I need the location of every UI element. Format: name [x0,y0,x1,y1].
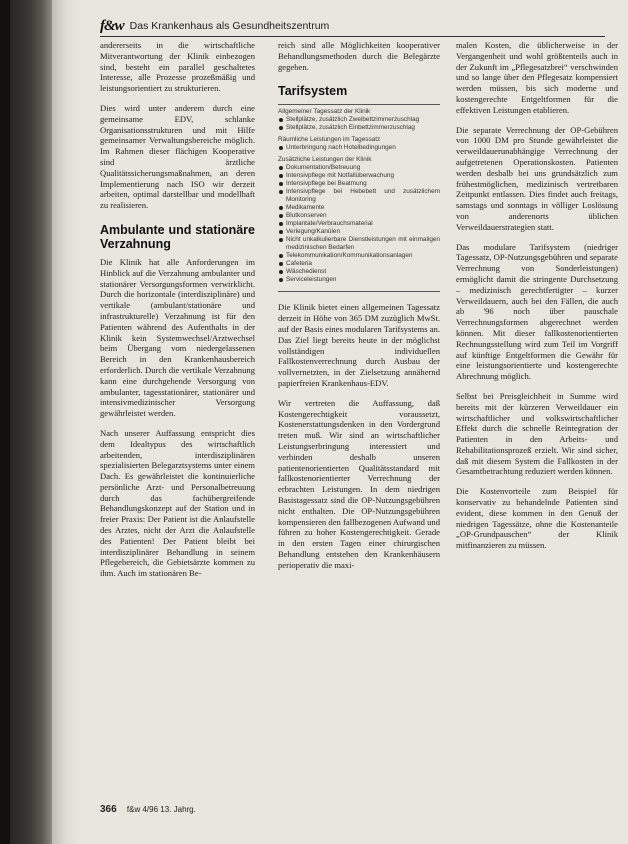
tariff-item: Intensivpflege mit Notfallüberwachung [278,172,440,180]
page-footer [100,804,196,815]
paragraph: Das modulare Tarifsystem (niedriger Tagessatz, OP-Nutzungsgebühren und separate Verrechnung von Sonderleistungen) ermöglicht damit die stringente Durchsetzung – medizinisch gerechtfertigter – kurzer Verweildauern, auch bei den Fällen, die auch ab '96 noch über pauschale Verrechnungsformen abgerechnet werden können. Mit dieser fallkostenorientierten Rechnungsstellung wird zum Teil im Vorgriff auf künftige Entgeltformen die Gewähr für eine leistungsorientierte und kostengerechte Abrechnung möglich. [456,241,618,382]
tariff-group-title: Allgemeiner Tagessatz der Klinik [278,108,371,116]
paragraph: Die Klinik bietet einen allgemeinen Tagessatz derzeit in Höhe von 365 DM zuzüglich MwSt. auf der Basis eines modularen Tarifsystems an. Das Ziel liegt bereits heute in der möglichst vollständigen individuellen Fallkostenverrechnung durch Ausbau der vollvernetzten, in der Zielsetzung annähernd papierfreien Krankenhaus-EDV. [278,302,440,388]
tariff-item: Intensivpflege bei Beatmung [278,180,440,188]
tariff-item: Stellplätze, zusätzlich Einbettzimmerzuschlag [278,124,440,132]
page-number: 366 [100,804,117,815]
tariff-item: Unterbringung nach Hotelbedingungen [278,144,440,152]
tariff-group-title: Räumliche Leistungen im Tagessatz [278,136,381,144]
paragraph: Selbst bei Preisgleichheit in Summe wird bereits mit der kürzeren Verweildauer ein wirtschaftlicher und volkswirtschaftlicher Effekt durch die schnelle Reintegration der Patienten in den Arbeits- und Rehabilitationsprozeß erzielt. Wir sind sicher, daß mit diesem System die Fallkosten in der Gesamtbetrachtung reduziert werden können. [456,390,618,477]
running-head: Das Krankenhaus als Gesundheitszentrum [129,20,330,32]
tariff-item: Telekommunikation/Kommunikationsanlagen [278,252,440,260]
paragraph: andererseits in die wirtschaftliche Mitverantwortung der Klinik einbezogen sind, besteht ein parallel geschaltetes Interesse, alle Prozesse prozeßmäßig und leistungsorientiert zu strukturieren. [100,40,255,94]
tariff-item: Stellplätze, zusätzlich Zweibettzimmerzuschlag [278,116,440,124]
tariff-box [278,104,440,292]
tariff-item: Serviceleistungen [278,276,440,284]
tariff-group-title: Zusätzliche Leistungen der Klinik [278,156,372,164]
page-header [100,16,605,37]
paragraph: reich sind alle Möglichkeiten kooperativer Behandlungsmethoden durch die Belegärzte gegeben. [278,40,440,72]
journal-logo: f&w [100,17,124,34]
tariff-item: Verlegung/Kanülen [278,228,440,236]
section-heading-tarifsystem: Tarifsystem [278,84,348,99]
tariff-item: Nicht unkalkulierbare Dienstleistungen mit einmaligen medizinischen Bedarfen [278,236,440,252]
paragraph: Dies wird unter anderem durch eine gemeinsame EDV, schlanke Organisationsstrukturen und mit Hilfe gemeinsamer Verwaltungsbereiche möglich. Im Rahmen dieser flächigen Kooperative sind ärztliche Qualitätssicherungsmaßnahmen, an deren Implementierung nach ISO wir derzeit arbeiten, optimal darstellbar und modellhaft zu realisieren. [100,102,255,211]
tariff-group [278,108,440,132]
paragraph: Wir vertreten die Auffassung, daß Kostengerechtigkeit voraussetzt, Kostenerstattungsdenken in den Vordergrund treten muß. Wir sind an wirtschaftlicher Leistungserbringung interessiert und verbinden deshalb unseren patientenorientierten Qualitätsstandard mit fallkostenorientierter Verrechnung der erbrachten Leistungen. In dem niedrigen Basistagessatz sind die OP-Nutzungsgebühren nicht enthalten. Die OP-Nutzungsgebühren kompensieren den fallbezogenen Aufwand und führen zu hoher Kostengerechtigkeit. Gerade in den ersten Tagen einer chirurgischen Behandlung entstehen den Krankenhäusern perioperativ die maxi- [278,397,440,570]
paragraph: Die Klinik hat alle Anforderungen im Hinblick auf die Verzahnung ambulanter und stationärer Versorgungsformen verwirklicht. Durch die horizontale (interdisziplinäre) und vertikale (ambulant/stationäre und infrastrukturelle) Verzahnung ist für den Patienten während des Aufenthalts in der Klinik kein Systemwechsel/Arztwechsel beim Übergang vom niedergelassenen Bereich in den Krankenhausbereich erforderlich. Durch die vertikale Verzahnung kann eine durchgehende Versorgung von ambulanter, tagesstationärer, stationärer und intensivmedizinischer Versorgung gewährleistet werden. [100,256,255,419]
paragraph: Die Kostenvorteile zum Beispiel für konservativ zu behandelnde Patienten sind evident, diese kommen in den Genuß der niedrigen Tagessätze, ohne die Kostenanteile „OP-Grundpauschen“ der Klinik mitfinanzieren zu müssen. [456,486,618,551]
tariff-item: Blutkonserven [278,212,440,220]
tariff-item: Cafeteria [278,260,440,268]
tariff-group [278,136,440,152]
column-1 [100,40,255,588]
paragraph: Nach unserer Auffassung entspricht dies dem Idealtypus des wirtschaftlich arbeitenden, interdisziplinären spezialisierten Belegarztsystems unter einem Dach. Es gewährleistet die kontinuierliche persönliche Arzt- und Personalbetreuung durch das fachübergreifende Behandlungskonzept auf der Station und in freier Praxis: Der Patient ist die Anlaufstelle des Arztes, nicht der Arzt die Anlaufstelle des Patienten! Der Patient bleibt bei interdisziplinärer Behandlung in seinem Pflegebereich, die Gebietsärzte kommen zu ihm. Auch im stationären Be- [100,427,255,579]
tariff-group [278,156,440,284]
tariff-item: Implantate/Verbrauchsmaterial [278,220,440,228]
paragraph: malen Kosten, die üblicherweise in der Vergangenheit und wohl größtenteils auch in der Zukunft im „Pflegesatzbrei“ verschwinden und so lange über den Pflegesatz kompensiert werden müssen, bis sich moderne und kostengerechte Entgeltformen für die effektiven Leistungen etablieren. [456,40,618,115]
tariff-item: Wäschedienst [278,268,440,276]
column-3 [456,40,618,560]
journal-page [52,0,628,844]
tariff-item: Medikamente [278,204,440,212]
issue-info: f&w 4/96 13. Jahrg. [126,805,196,814]
tariff-item: Intensivpflege bei Hebebett und zusätzlichem Monitoring [278,188,440,204]
paragraph: Die separate Verrechnung der OP-Gebühren von 1000 DM pro Stunde gewährleistet die verweildauerunabhängige Verrechnung der aufgetretenen Operationskosten. Patienten werden deshalb bei uns grundsätzlich zum frühestmöglichen, medizinisch vertretbaren Zeitpunkt entlassen. Dies findet auch freitags, samstags und sonntags in völliger Loslösung von anderenorts üblichen Verweildauerstrategien statt. [456,124,618,232]
column-2 [278,40,440,580]
book-edge [0,0,10,844]
section-heading-verzahnung: Ambulante und stationäre Verzahnung [100,222,255,251]
tariff-item: Dokumentation/Betreuung [278,164,440,172]
